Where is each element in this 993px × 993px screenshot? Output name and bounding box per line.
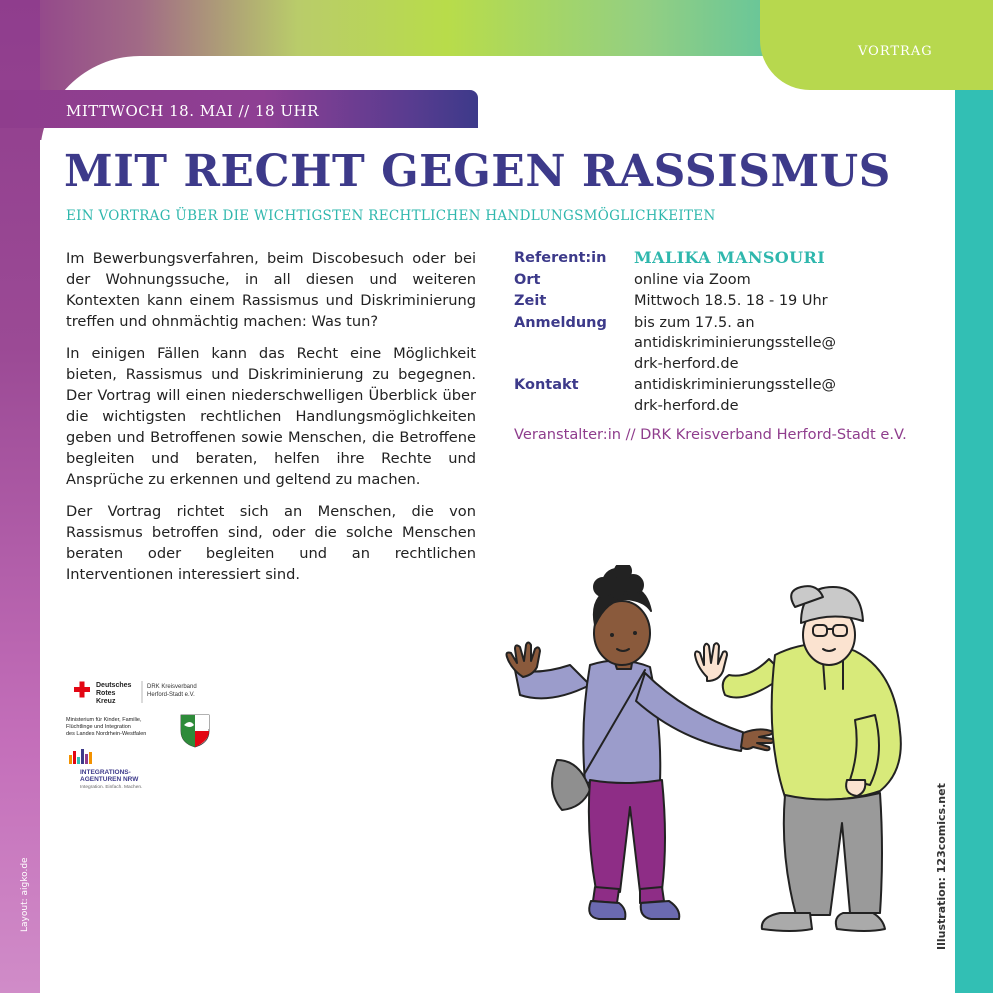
drk-text-2: Rotes xyxy=(96,690,116,697)
registration-deadline: bis zum 17.5. an xyxy=(634,314,755,331)
ministry-text-2: Flüchtlinge und Integration xyxy=(66,724,131,730)
illustration-svg xyxy=(495,565,915,945)
description-paragraph: In einigen Fällen kann das Recht eine Möglichkeit bieten, Rassismus und Diskriminierung zu begegnen. Der Vortrag will einen niederschwelligen Überblick über die wichtigsten rechtlichen Handlungsmöglichkeiten geben und Betroffenen sowie Menschen, die Betroffene begleiten und beraten, helfen ihre Rechte und Ansprüche zu erkennen und geltend zu machen. xyxy=(66,345,476,488)
organizer-line: Veranstalter:in // DRK Kreisverband Herford-Stadt e.V. xyxy=(514,426,907,443)
speaker-label: Referent:in xyxy=(514,250,607,266)
left-gradient-band xyxy=(0,0,40,993)
place-value: online via Zoom xyxy=(634,271,751,288)
registration-label: Anmeldung xyxy=(514,314,607,331)
ministry-text-1: Ministerium für Kinder, Familie, xyxy=(66,717,142,723)
drk-local-text-2: Herford-Stadt e.V. xyxy=(147,692,195,698)
description-text xyxy=(66,248,476,596)
integration-agencies-logo xyxy=(69,749,142,790)
event-date: MITTWOCH 18. MAI // 18 UHR xyxy=(66,102,319,120)
logos-svg xyxy=(66,675,236,795)
right-teal-band xyxy=(955,0,993,993)
ministry-text-3: des Landes Nordrhein-Westfalen xyxy=(66,731,147,737)
red-cross-icon-vertical xyxy=(80,682,85,698)
event-info xyxy=(514,248,934,443)
woman-figure xyxy=(507,565,775,919)
contact-value xyxy=(634,375,934,416)
event-title: MIT RECHT GEGEN RASSISMUS xyxy=(64,146,891,197)
time-row xyxy=(514,291,934,312)
illustration-two-people xyxy=(495,565,915,949)
place-label: Ort xyxy=(514,271,541,288)
drk-local-text-1: DRK Kreisverband xyxy=(147,684,197,690)
man-figure xyxy=(695,586,901,931)
speaker-name: MALIKA MANSOURI xyxy=(634,248,826,267)
description-paragraph: Der Vortrag richtet sich an Menschen, die von Rassismus betroffen sind, oder die solche Menschen beraten oder begleiten und an rechtlichen Interventionen interessiert sind. xyxy=(66,503,476,583)
drk-text-1: Deutsches xyxy=(96,682,132,689)
registration-email-user[interactable]: antidiskriminierungsstelle@ xyxy=(634,335,836,351)
description-paragraph: Im Bewerbungsverfahren, beim Discobesuch oder bei der Wohnungssuche, in all diesen und weiteren Kontexten kann einem Rassismus und Diskriminierung treffen und ohnmächtig machen: Was tun? xyxy=(66,250,476,330)
integration-text-1: INTEGRATIONS- xyxy=(80,769,131,776)
integration-text-2: AGENTUREN NRW xyxy=(80,776,139,783)
speaker-row xyxy=(514,248,934,269)
category-label: VORTRAG xyxy=(858,44,933,59)
place-row xyxy=(514,270,934,291)
time-value: Mittwoch 18.5. 18 - 19 Uhr xyxy=(634,293,828,309)
drk-logo xyxy=(74,681,197,705)
contact-label: Kontakt xyxy=(514,377,579,393)
drk-text-3: Kreuz xyxy=(96,698,116,705)
registration-email-domain[interactable]: drk-herford.de xyxy=(634,355,739,372)
contact-row xyxy=(514,375,934,416)
registration-value xyxy=(634,313,934,375)
integration-tagline: Integration. Einfach. Machen. xyxy=(80,785,143,790)
illustration-credit: Illustration: 123comics.net xyxy=(935,783,948,950)
registration-row xyxy=(514,313,934,375)
sponsor-logos xyxy=(66,675,236,795)
time-label: Zeit xyxy=(514,293,547,309)
contact-email-user[interactable]: antidiskriminierungsstelle@ xyxy=(634,377,836,393)
contact-email-domain[interactable]: drk-herford.de xyxy=(634,397,739,414)
event-subtitle: EIN VORTRAG ÜBER DIE WICHTIGSTEN RECHTLICHEN HANDLUNGSMÖGLICHKEITEN xyxy=(66,208,716,224)
nrw-coat-of-arms-icon xyxy=(181,715,209,747)
ministry-logo xyxy=(66,715,209,747)
layout-credit: Layout: aigko.de xyxy=(20,857,30,932)
